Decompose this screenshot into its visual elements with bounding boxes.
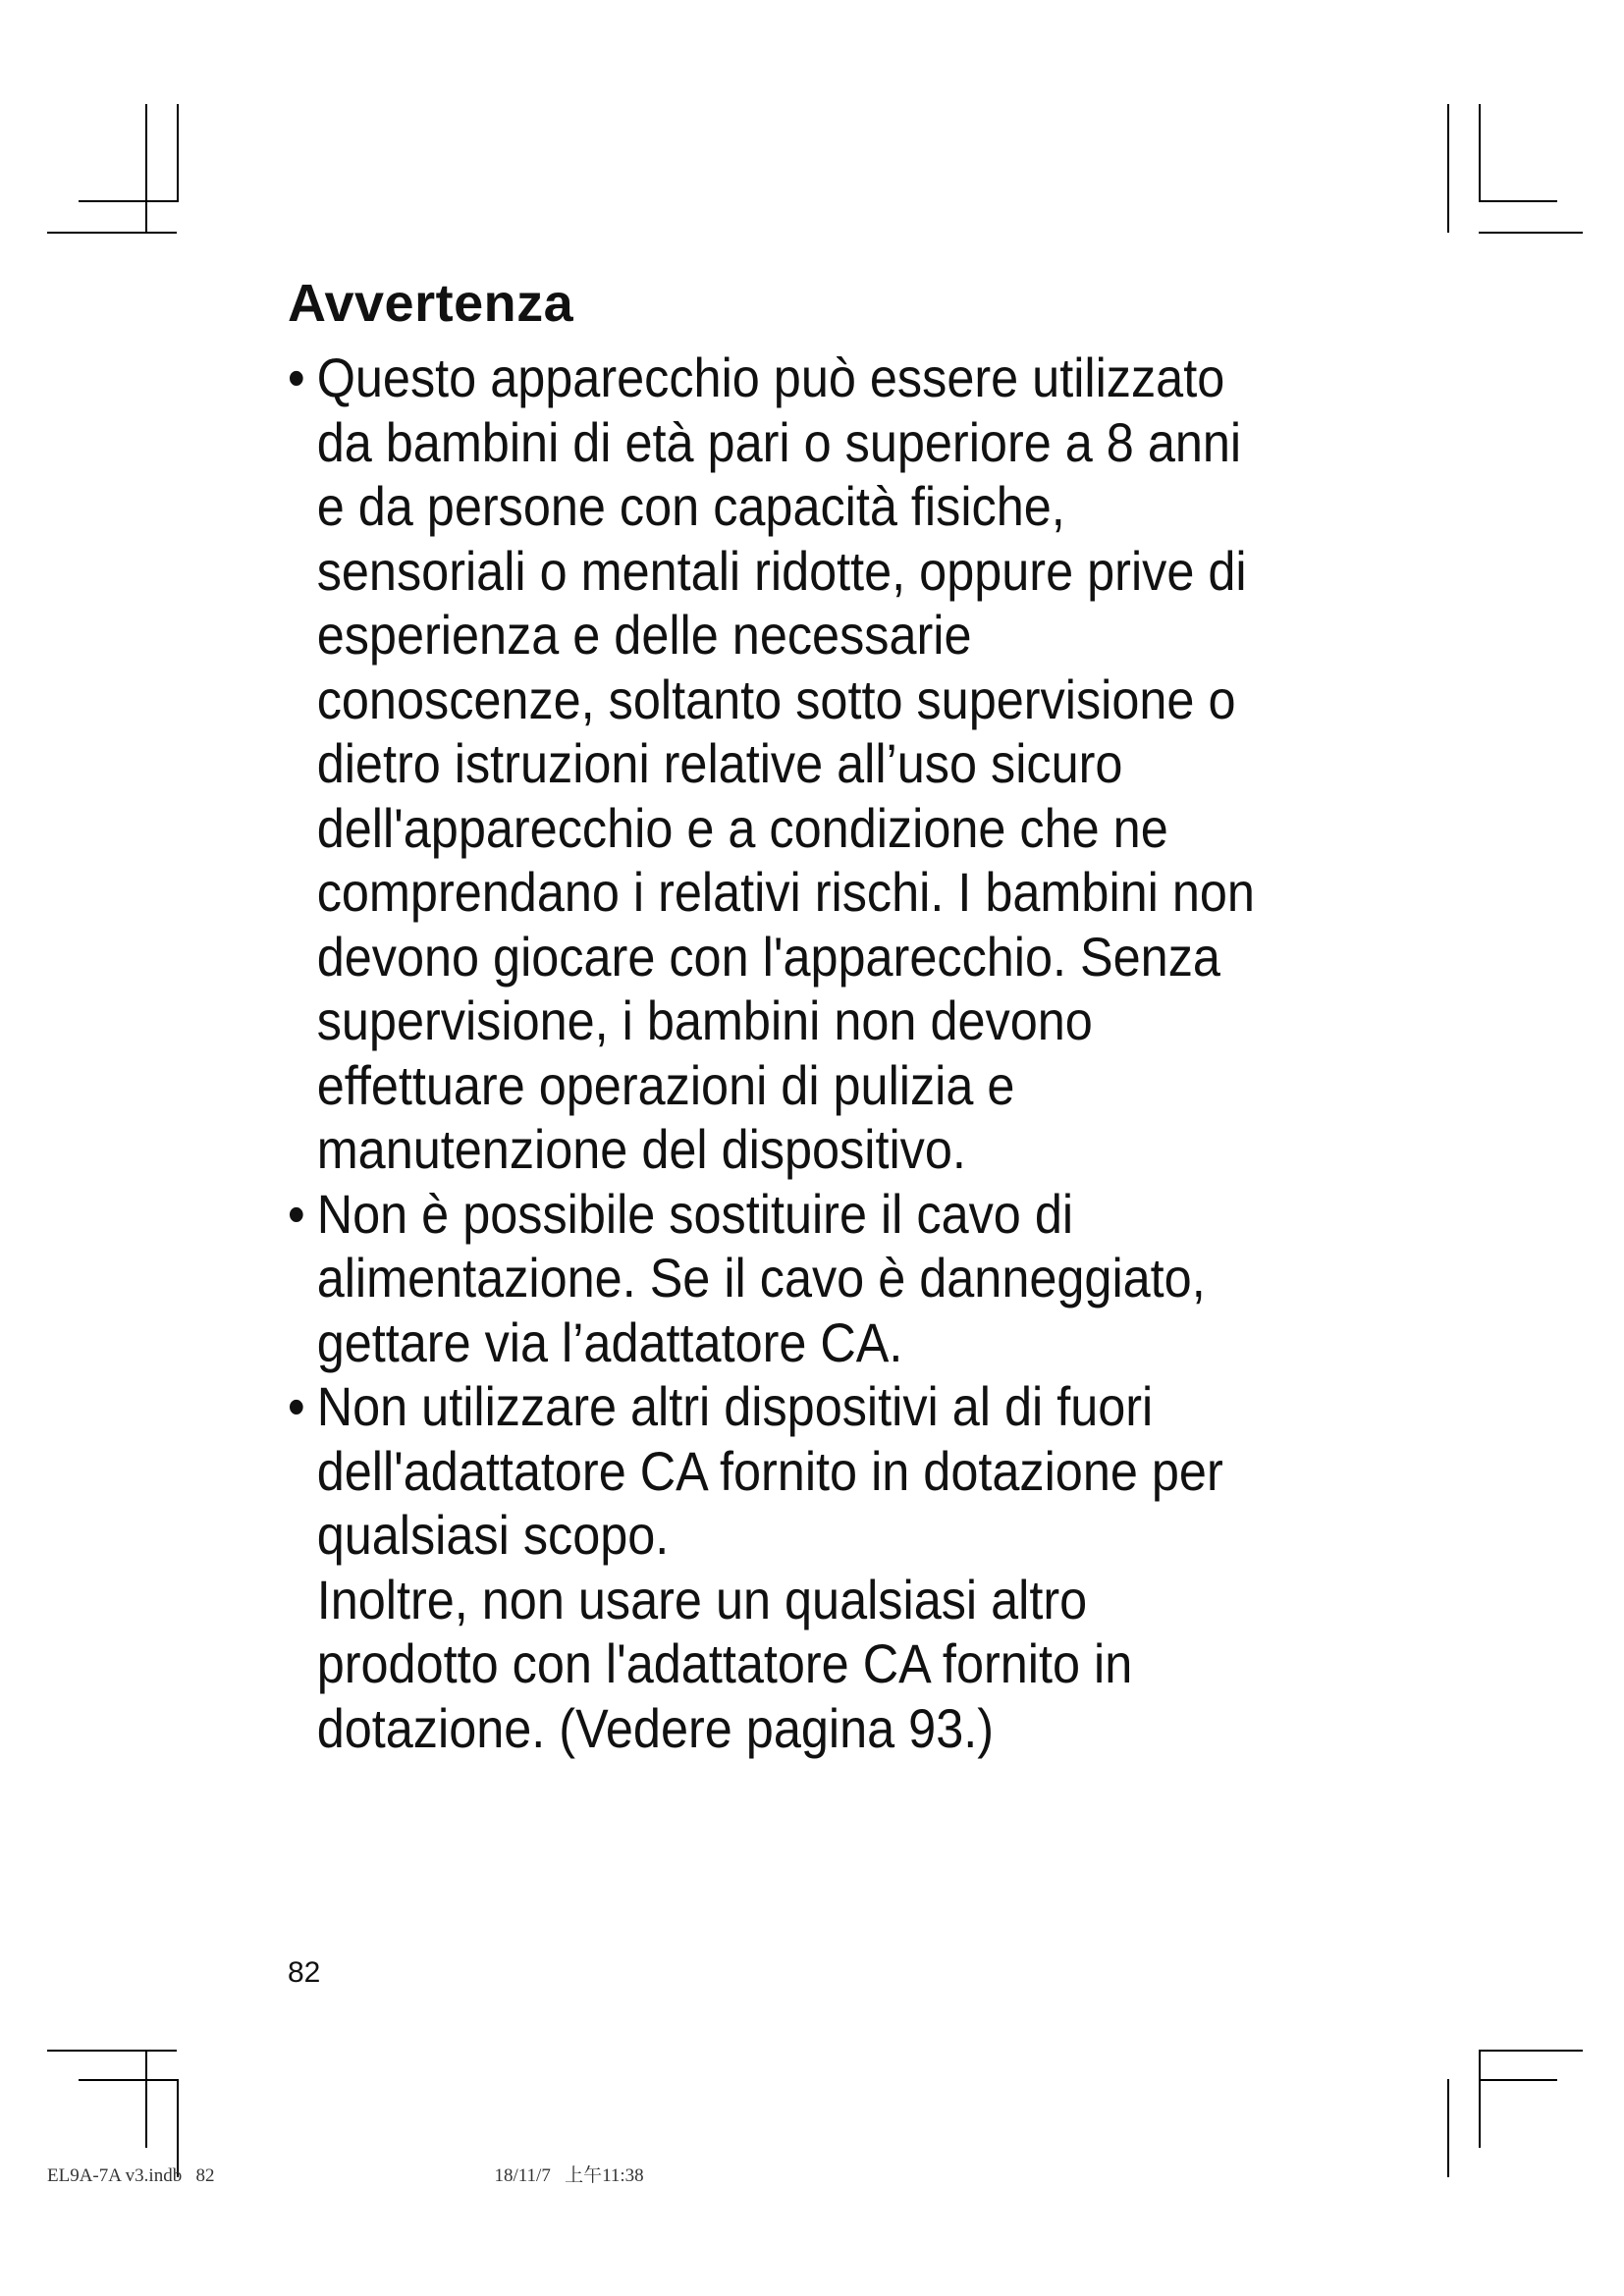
bullet-marker: • [288,1182,305,1245]
warning-item-ac-adapter [288,1374,1260,1760]
bullet-marker: • [288,1375,305,1437]
warning-text: Non utilizzare altri dispositivi al di fuori dell'adattatore CA fornito in dotazione per qualsiasi scopo. [316,1375,1223,1566]
bullet-marker: • [288,347,305,408]
warning-text-continued: Inoltre, non usare un qualsiasi altro prodotto con l'adattatore CA fornito in dotazione. (Vedere pagina 93.) [316,1568,1133,1759]
warning-text: Questo apparecchio può essere utilizzato da bambini di età pari o superiore a 8 anni e da persone con capacità fisiche, sensoriali o mentali ridotte, oppure prive di esperienza e delle necessarie conoscenze, soltanto sotto supervisione o dietro istruzioni relative all’uso sicuro dell'apparecchio e a condizione che ne comprendano i relativi rischi. I bambini non devono giocare con l'apparecchio. Senza supervisione, i bambini non devono effettuare operazioni di pulizia e manutenzione del dispositivo. [316,347,1255,1180]
page-number: 82 [288,1956,321,1989]
print-slug: EL9A-7A v3.indb 82 18/11/7 上午11:38 [47,2165,644,2186]
warning-list [288,346,1260,1760]
warning-item-children [288,346,1260,1182]
warning-heading: Avvertenza [288,274,574,333]
warning-item-power-cord [288,1182,1260,1375]
warning-text: Non è possibile sostituire il cavo di alimentazione. Se il cavo è danneggiato, gettare via l’adattatore CA. [316,1182,1206,1373]
